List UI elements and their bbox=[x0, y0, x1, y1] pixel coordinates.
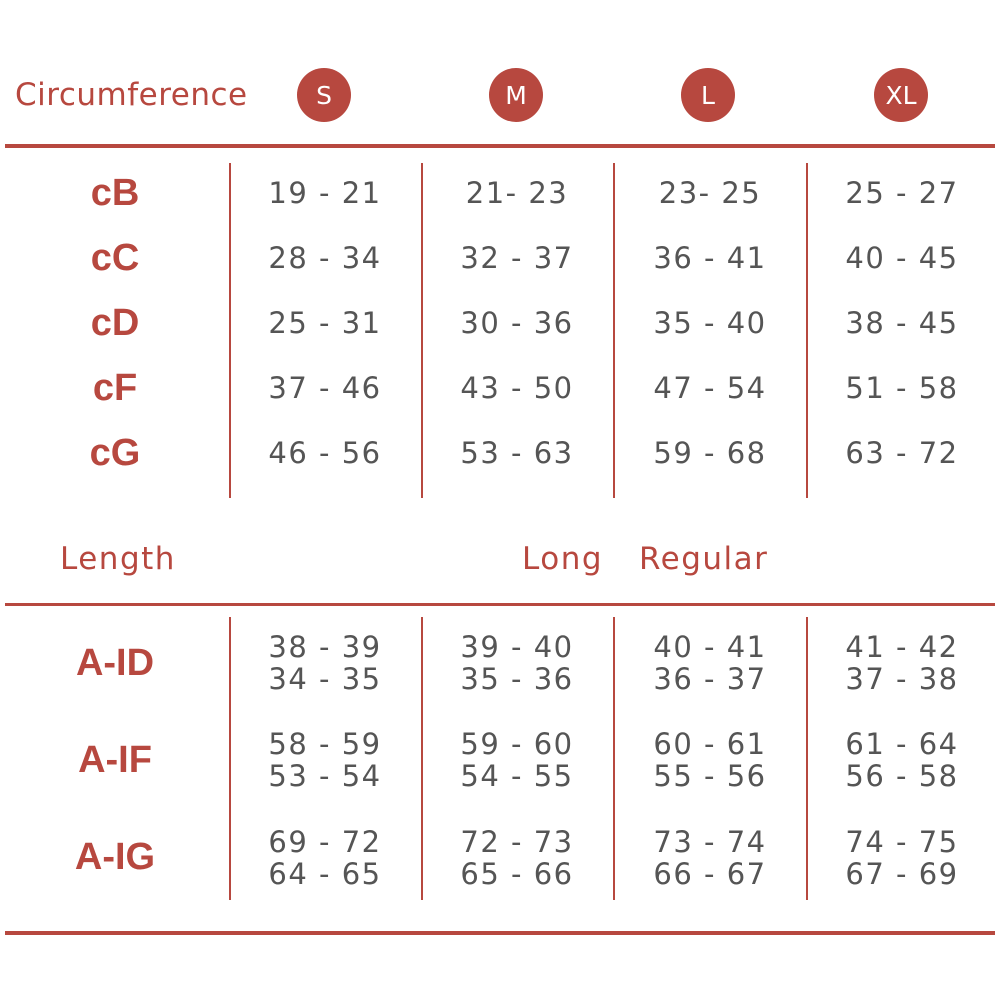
long-value: 39 - 40 bbox=[460, 630, 574, 664]
row-label: cB bbox=[90, 172, 140, 214]
long-value: 41 - 42 bbox=[845, 630, 959, 664]
table-cell bbox=[229, 631, 421, 695]
size-badge-l bbox=[681, 68, 735, 122]
row-label: cG bbox=[89, 432, 141, 474]
table-cell bbox=[806, 728, 998, 792]
regular-value: 36 - 37 bbox=[653, 662, 767, 696]
regular-value: 56 - 58 bbox=[845, 759, 959, 793]
size-badge-xl bbox=[874, 68, 928, 122]
table-cell: 47 - 54 bbox=[653, 371, 767, 405]
size-badge-label: M bbox=[505, 80, 527, 110]
table-cell: 25 - 27 bbox=[845, 176, 959, 210]
table-cell: 51 - 58 bbox=[845, 371, 959, 405]
row-label: A-ID bbox=[75, 642, 155, 684]
circumference-header-divider bbox=[5, 144, 995, 148]
regular-value: 55 - 56 bbox=[653, 759, 767, 793]
table-cell: 30 - 36 bbox=[460, 306, 574, 340]
row-label: cF bbox=[92, 367, 138, 409]
regular-label: Regular bbox=[639, 541, 769, 577]
size-badge-label: L bbox=[701, 80, 715, 110]
size-badge-m bbox=[489, 68, 543, 122]
table-cell: 59 - 68 bbox=[653, 436, 767, 470]
long-value: 73 - 74 bbox=[653, 825, 767, 859]
table-cell bbox=[229, 728, 421, 792]
table-cell bbox=[806, 826, 998, 890]
table-cell bbox=[806, 631, 998, 695]
regular-value: 54 - 55 bbox=[460, 759, 574, 793]
regular-value: 53 - 54 bbox=[268, 759, 382, 793]
table-cell: 37 - 46 bbox=[268, 371, 382, 405]
table-cell: 21- 23 bbox=[465, 176, 569, 210]
regular-value: 37 - 38 bbox=[845, 662, 959, 696]
regular-value: 64 - 65 bbox=[268, 857, 382, 891]
table-cell bbox=[421, 631, 613, 695]
table-cell: 38 - 45 bbox=[845, 306, 959, 340]
table-cell bbox=[421, 826, 613, 890]
table-cell: 40 - 45 bbox=[845, 241, 959, 275]
table-cell: 53 - 63 bbox=[460, 436, 574, 470]
long-value: 69 - 72 bbox=[268, 825, 382, 859]
size-badge-label: XL bbox=[885, 80, 917, 110]
row-label: A-IG bbox=[74, 836, 156, 878]
length-header-divider bbox=[5, 603, 995, 606]
regular-value: 66 - 67 bbox=[653, 857, 767, 891]
table-cell: 36 - 41 bbox=[653, 241, 767, 275]
long-value: 72 - 73 bbox=[460, 825, 574, 859]
circumference-title: Circumference bbox=[15, 77, 248, 113]
table-cell bbox=[614, 728, 806, 792]
bottom-divider bbox=[5, 931, 995, 935]
long-value: 61 - 64 bbox=[845, 727, 959, 761]
table-cell: 25 - 31 bbox=[268, 306, 382, 340]
table-cell: 28 - 34 bbox=[268, 241, 382, 275]
size-badge-label: S bbox=[316, 80, 332, 110]
regular-value: 35 - 36 bbox=[460, 662, 574, 696]
table-cell bbox=[421, 728, 613, 792]
long-value: 40 - 41 bbox=[653, 630, 767, 664]
regular-value: 65 - 66 bbox=[460, 857, 574, 891]
size-badge-s bbox=[297, 68, 351, 122]
table-cell: 32 - 37 bbox=[460, 241, 574, 275]
row-label: cC bbox=[90, 237, 140, 279]
long-value: 38 - 39 bbox=[268, 630, 382, 664]
table-cell bbox=[614, 826, 806, 890]
regular-value: 67 - 69 bbox=[845, 857, 959, 891]
long-value: 59 - 60 bbox=[460, 727, 574, 761]
long-value: 58 - 59 bbox=[268, 727, 382, 761]
table-cell: 23- 25 bbox=[658, 176, 762, 210]
table-cell: 46 - 56 bbox=[268, 436, 382, 470]
table-cell: 43 - 50 bbox=[460, 371, 574, 405]
length-title: Length bbox=[60, 541, 176, 577]
table-cell bbox=[229, 826, 421, 890]
table-cell bbox=[614, 631, 806, 695]
long-value: 60 - 61 bbox=[653, 727, 767, 761]
regular-value: 34 - 35 bbox=[268, 662, 382, 696]
table-cell: 63 - 72 bbox=[845, 436, 959, 470]
table-cell: 19 - 21 bbox=[268, 176, 382, 210]
row-label: cD bbox=[90, 302, 140, 344]
long-label: Long bbox=[522, 541, 604, 577]
row-label: A-IF bbox=[78, 739, 152, 781]
table-cell: 35 - 40 bbox=[653, 306, 767, 340]
long-value: 74 - 75 bbox=[845, 825, 959, 859]
